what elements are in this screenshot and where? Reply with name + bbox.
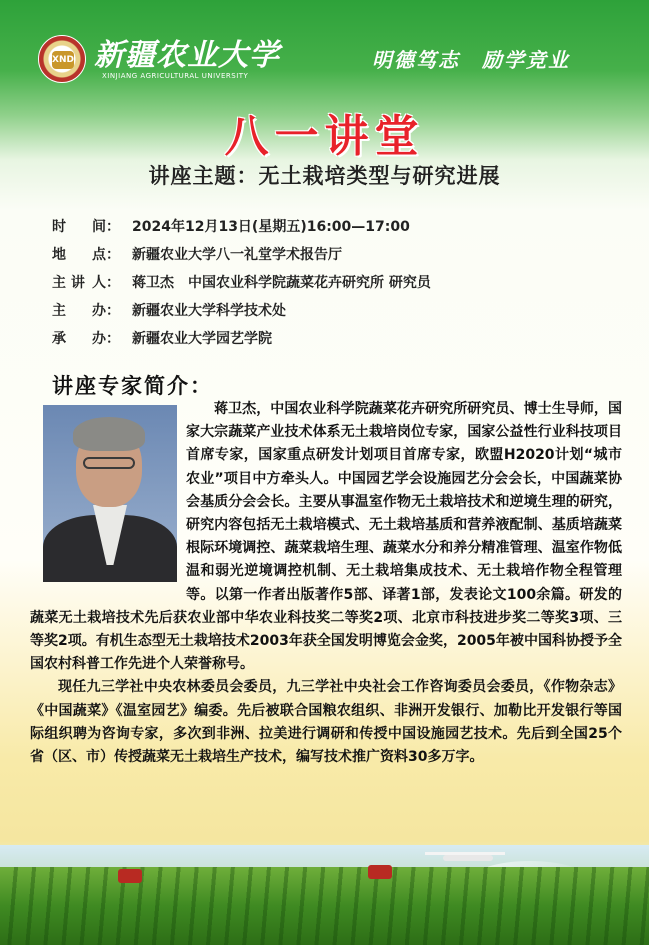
poster-title: 八一讲堂 <box>224 111 425 162</box>
info-row-host <box>52 296 431 324</box>
info-key-suffix: 办： <box>92 331 120 347</box>
info-row-speaker <box>52 268 431 296</box>
tractor <box>118 869 142 883</box>
expert-intro-heading: 讲座专家简介： <box>52 373 213 398</box>
farmland-image <box>0 845 649 945</box>
info-key-suffix: 点： <box>92 247 120 263</box>
university-motto: 明德笃志 励学竞业 <box>372 48 570 72</box>
lecture-topic: 讲座主题：无土栽培类型与研究进展 <box>148 164 501 188</box>
tractor <box>368 865 392 879</box>
lecture-info <box>52 212 431 352</box>
university-name-en: XINJIANG AGRICULTURAL UNIVERSITY <box>102 72 249 80</box>
info-value-place: 新疆农业大学八一礼堂学术报告厅 <box>132 247 342 263</box>
info-value-time: 2024年12月13日(星期五)16:00—17:00 <box>132 219 410 235</box>
university-name-cn: 新疆农业大学 <box>94 38 280 73</box>
info-key: 主 <box>52 303 66 319</box>
info-key-suffix: 办： <box>92 303 120 319</box>
logo-mark: XND <box>52 51 74 69</box>
info-value-organizer: 新疆农业大学园艺学院 <box>132 331 272 347</box>
info-key: 时 <box>52 219 66 235</box>
university-logo <box>38 35 86 83</box>
info-row-place <box>52 240 431 268</box>
info-key-suffix: 间： <box>92 219 120 235</box>
speaker-bio <box>30 398 622 769</box>
info-key: 地 <box>52 247 66 263</box>
info-row-organizer <box>52 324 431 352</box>
crop-duster-plane <box>425 851 505 865</box>
bio-paragraph: 现任九三学社中央农林委员会委员，九三学社中央社会工作咨询委员会委员，《作物杂志》《中国蔬菜》《温室园艺》编委。先后被联合国粮农组织、非洲开发银行、加勒比开发银行等国际组织聘为咨询专家，多次到非洲、拉美进行调研和传授中国设施园艺技术。先后到全国25个省（区、市）传授蔬菜无土栽培生产技术，编写技术推广资料30多万字。 <box>30 679 622 766</box>
info-key: 承 <box>52 331 66 347</box>
info-value-host: 新疆农业大学科学技术处 <box>132 303 286 319</box>
header <box>0 0 649 95</box>
info-key: 主 讲 <box>52 275 85 291</box>
bio-paragraph: 蒋卫杰，中国农业科学院蔬菜花卉研究所研究员、博士生导师，国家大宗蔬菜产业技术体系无土栽培岗位专家，国家公益性行业科技项目首席专家，国家重点研发计划项目首席专家，欧盟H2020计划“城市农业”项目中方牵头人。中国园艺学会设施园艺分会会长，中国蔬菜协会基质分会会长。主要从事温室作物无土栽培技术和逆境生理的研究，研究内容包括无土栽培模式、无土栽培基质和营养液配制、基质培蔬菜根际环境调控、蔬菜栽培生理、蔬菜水分和养分精准管理、温室作物低温和弱光逆境调控机制、无土栽培集成技术、无土栽培作物全程管理等。以第一作者出版著作5部、译著1部，发表论文100余篇。研发的蔬菜无土栽培技术先后获农业部中华农业科技奖二等奖2项、北京市科技进步奖二等奖3项、三等奖2项。有机生态型无土栽培技术2003年获全国发明博览会金奖，2005年被中国科协授予全国农村科普工作先进个人荣誉称号。 <box>30 401 622 673</box>
info-row-time <box>52 212 431 240</box>
info-value-speaker: 蒋卫杰 中国农业科学院蔬菜花卉研究所 研究员 <box>132 275 431 291</box>
info-key-suffix: 人： <box>92 275 120 291</box>
